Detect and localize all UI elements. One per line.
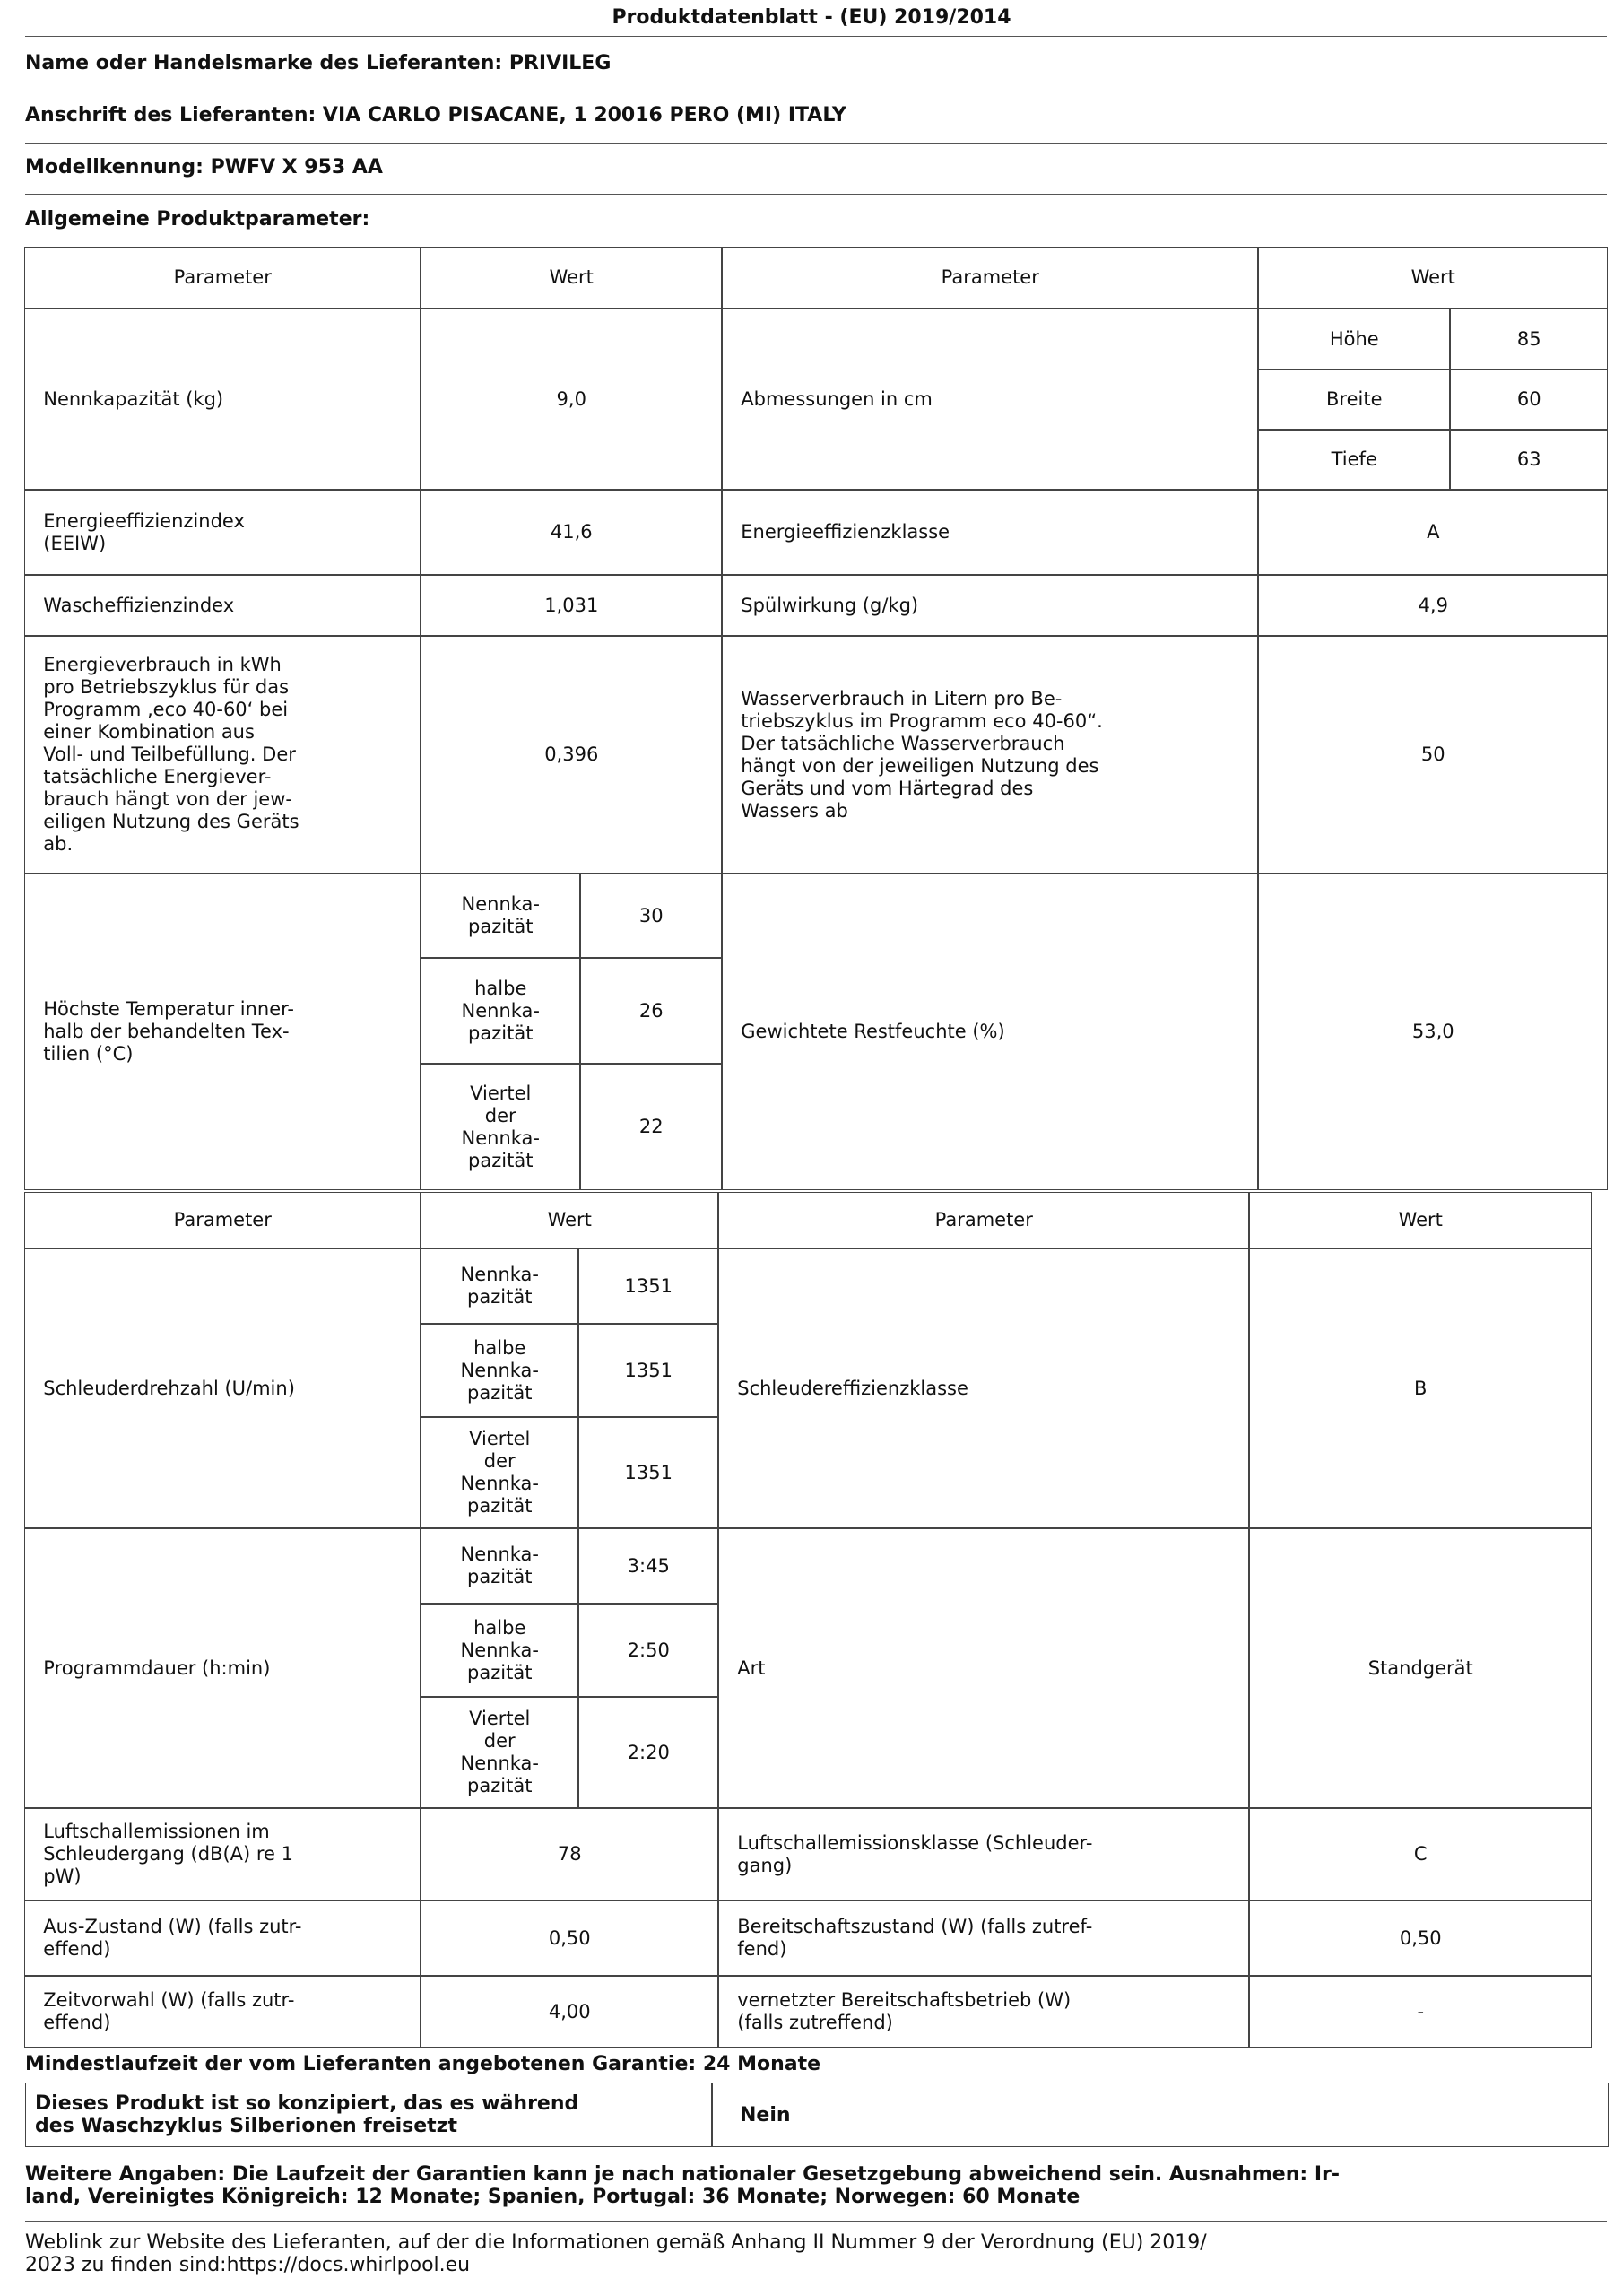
silver-ion-value: Nein xyxy=(712,2083,1609,2147)
table-header-parameter: Parameter xyxy=(718,1192,1249,1248)
full-capacity-label: Nennka- pazität xyxy=(421,1248,578,1324)
divider xyxy=(25,194,1607,195)
delay-start-value: 4,00 xyxy=(421,1976,718,2048)
spin-class-value: B xyxy=(1249,1248,1592,1528)
half-capacity-label: halbe Nennka- pazität xyxy=(421,1324,578,1417)
quarter-capacity-label: Viertel der Nennka- pazität xyxy=(421,1064,580,1190)
energy-use-value: 0,396 xyxy=(421,636,722,874)
table-header-parameter: Parameter xyxy=(24,1192,421,1248)
quarter-capacity-label: Viertel der Nennka- pazität xyxy=(421,1417,578,1528)
depth-label: Tiefe xyxy=(1258,430,1450,490)
table-header-value: Wert xyxy=(421,247,722,309)
divider xyxy=(25,2221,1607,2222)
delay-start-label: Zeitvorwahl (W) (falls zutr- effend) xyxy=(24,1976,421,2048)
off-mode-value: 0,50 xyxy=(421,1900,718,1976)
height-value: 85 xyxy=(1450,309,1608,370)
weblink-info: Weblink zur Website des Lieferanten, auf der die Informationen gemäß Anhang II Nummer 9 der Verordnung (EU) 2019/ 2023 zu finden sind:https://docs.whirlpool.eu xyxy=(25,2231,1207,2276)
further-info: Weitere Angaben: Die Laufzeit der Garantien kann je nach nationaler Gesetzgebung abweichend sein. Ausnahmen: Ir- land, Vereinigtes Königreich: 12 Monate; Spanien, Portugal: 36 Monate; Norwegen: 60 Monate xyxy=(25,2163,1341,2208)
full-capacity-label: Nennka- pazität xyxy=(421,874,580,958)
half-capacity-label: halbe Nennka- pazität xyxy=(421,1604,578,1697)
page-title: Produktdatenblatt - (EU) 2019/2014 xyxy=(612,6,1011,29)
half-capacity-label: halbe Nennka- pazität xyxy=(421,958,580,1064)
spin-speed-label: Schleuderdrehzahl (U/min) xyxy=(24,1248,421,1528)
duration-full-value: 3:45 xyxy=(578,1528,718,1604)
networked-standby-label: vernetzter Bereitschaftsbetrieb (W) (falls zutreffend) xyxy=(718,1976,1249,2048)
divider xyxy=(25,36,1607,37)
noise-value: 78 xyxy=(421,1808,718,1900)
water-use-value: 50 xyxy=(1258,636,1608,874)
spin-full-value: 1351 xyxy=(578,1248,718,1324)
energy-class-value: A xyxy=(1258,490,1608,575)
width-label: Breite xyxy=(1258,370,1450,430)
table-header-value: Wert xyxy=(1258,247,1608,309)
general-params-heading: Allgemeine Produktparameter: xyxy=(25,208,370,230)
supplier-name: Name oder Handelsmarke des Lieferanten: PRIVILEG xyxy=(25,52,612,74)
spin-quarter-value: 1351 xyxy=(578,1417,718,1528)
noise-class-label: Luftschallemissionsklasse (Schleuder- gang) xyxy=(718,1808,1249,1900)
noise-label: Luftschallemissionen im Schleudergang (dB(A) re 1 pW) xyxy=(24,1808,421,1900)
duration-quarter-value: 2:20 xyxy=(578,1697,718,1808)
height-label: Höhe xyxy=(1258,309,1450,370)
spin-class-label: Schleudereffizienzklasse xyxy=(718,1248,1249,1528)
max-temperature-label: Höchste Temperatur inner- halb der behandelten Tex- tilien (°C) xyxy=(24,874,421,1190)
type-value: Standgerät xyxy=(1249,1528,1592,1808)
temp-full-value: 30 xyxy=(580,874,722,958)
supplier-address: Anschrift des Lieferanten: VIA CARLO PISACANE, 1 20016 PERO (MI) ITALY xyxy=(25,104,846,126)
eei-label: Energieeffizienzindex (EEIW) xyxy=(24,490,421,575)
water-use-label: Wasserverbrauch in Litern pro Be- triebszyklus im Programm eco 40-60“. Der tatsächliche Wasserverbrauch hängt von der jeweiligen Nutzung des Geräts und vom Härtegrad des Wassers ab xyxy=(722,636,1258,874)
full-capacity-label: Nennka- pazität xyxy=(421,1528,578,1604)
rinse-label: Spülwirkung (g/kg) xyxy=(722,575,1258,636)
warranty-info: Mindestlaufzeit der vom Lieferanten angebotenen Garantie: 24 Monate xyxy=(25,2053,821,2075)
standby-label: Bereitschaftszustand (W) (falls zutref- fend) xyxy=(718,1900,1249,1976)
type-label: Art xyxy=(718,1528,1249,1808)
spin-half-value: 1351 xyxy=(578,1324,718,1417)
temp-quarter-value: 22 xyxy=(580,1064,722,1190)
temp-half-value: 26 xyxy=(580,958,722,1064)
standby-value: 0,50 xyxy=(1249,1900,1592,1976)
table-header-parameter: Parameter xyxy=(722,247,1258,309)
silver-ion-label: Dieses Produkt ist so konzipiert, das es während des Waschzyklus Silberionen freisetzt xyxy=(25,2083,712,2147)
energy-class-label: Energieeffizienzklasse xyxy=(722,490,1258,575)
moisture-label: Gewichtete Restfeuchte (%) xyxy=(722,874,1258,1190)
noise-class-value: C xyxy=(1249,1808,1592,1900)
eei-value: 41,6 xyxy=(421,490,722,575)
depth-value: 63 xyxy=(1450,430,1608,490)
capacity-value: 9,0 xyxy=(421,309,722,490)
program-duration-label: Programmdauer (h:min) xyxy=(24,1528,421,1808)
duration-half-value: 2:50 xyxy=(578,1604,718,1697)
table-header-value: Wert xyxy=(421,1192,718,1248)
table-header-parameter: Parameter xyxy=(24,247,421,309)
networked-standby-value: - xyxy=(1249,1976,1592,2048)
capacity-label: Nennkapazität (kg) xyxy=(24,309,421,490)
moisture-value: 53,0 xyxy=(1258,874,1608,1190)
energy-use-label: Energieverbrauch in kWh pro Betriebszyklus für das Programm ‚eco 40-60‘ bei einer Kombination aus Voll- und Teilbefüllung. Der tatsächliche Energiever- brauch hängt von der jew- eiligen Nutzung des Geräts ab. xyxy=(24,636,421,874)
width-value: 60 xyxy=(1450,370,1608,430)
table-header-value: Wert xyxy=(1249,1192,1592,1248)
model-id: Modellkennung: PWFV X 953 AA xyxy=(25,156,383,178)
wash-index-value: 1,031 xyxy=(421,575,722,636)
off-mode-label: Aus-Zustand (W) (falls zutr- effend) xyxy=(24,1900,421,1976)
wash-index-label: Wascheffizienzindex xyxy=(24,575,421,636)
dimensions-label: Abmessungen in cm xyxy=(722,309,1258,490)
rinse-value: 4,9 xyxy=(1258,575,1608,636)
quarter-capacity-label: Viertel der Nennka- pazität xyxy=(421,1697,578,1808)
